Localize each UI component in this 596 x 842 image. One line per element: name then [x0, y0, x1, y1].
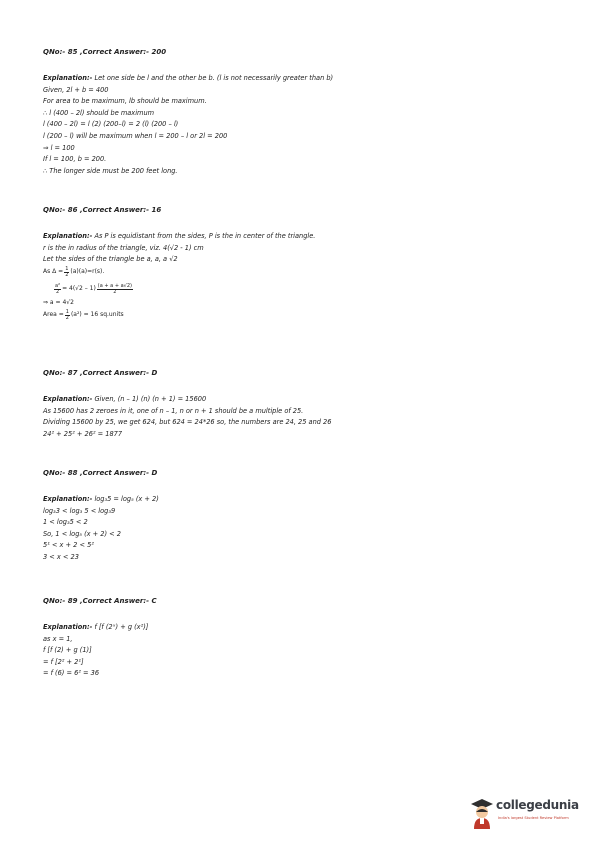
explanation-line: 1 < log₃5 < 2 [43, 518, 88, 527]
logo-wordmark: collegedunia [496, 798, 579, 812]
question-86 [43, 206, 563, 321]
explanation-line: Explanation:- Given, (n – 1) (n) (n + 1) = 15600 [43, 395, 207, 403]
explanation-line: ∴ The longer side must be 200 feet long. [43, 166, 178, 175]
explanation-line: r is the in radius of the triangle, viz. 4(√2 - 1) cm [43, 243, 204, 252]
question-88 [43, 469, 563, 564]
question-85 [43, 48, 563, 177]
explanation-line: 3 < x < 23 [43, 552, 79, 561]
explanation-line: 24² + 25² + 26² = 1877 [43, 429, 123, 438]
explanation-line: ∴ l (400 – 2l) should be maximum [43, 108, 155, 117]
explanation-line: Dividing 15600 by 25, we get 624, but 624 = 24*26 so, the numbers are 24, 25 and 26 [43, 418, 332, 427]
explanation-line: So, 1 < log₅ (x + 2) < 2 [43, 529, 121, 538]
graduate-mascot-icon [468, 795, 496, 831]
fraction: $\frac{\text{a²}}{2}$ [55, 282, 61, 295]
explanation-line: l (200 – l) will be maximum when l = 200 – l or 2l = 200 [43, 131, 228, 140]
fraction: $\frac{1}{2}$ [65, 265, 69, 278]
explanation-line: 5¹ < x + 2 < 5² [43, 541, 94, 550]
explanation-line: Explanation:- As P is equidistant from the sides, P is the in center of the triangle. [43, 232, 316, 240]
explanation-line: If l = 100, b = 200. [43, 155, 107, 164]
logo-tagline: India's largest Student Review Platform [498, 816, 569, 820]
collegedunia-logo [468, 795, 590, 835]
explanation-line: Explanation:- f [f (2ˣ) + g (x²)] [43, 623, 149, 631]
explanation-line: = f (6) = 6² = 36 [43, 669, 100, 678]
fraction: $\frac{1}{2}$ [65, 308, 69, 321]
explanation-line: Let the sides of the triangle be a, a, a √2 [43, 255, 178, 264]
math-line-result: ⇒ a = 4√2 [43, 298, 74, 306]
explanation-line: as x = 1, [43, 634, 73, 643]
explanation-line: l (400 – 2l) = l (2) (200–l) = 2 (l) (200 – l) [43, 120, 179, 129]
math-line-area-equation: As Δ = $\frac{1}{2}$ (a)(a)=r(s). [43, 265, 105, 278]
question-88-header: QNo:- 88 ,Correct Answer:- D [43, 469, 158, 477]
question-87 [43, 369, 563, 440]
question-89 [43, 597, 563, 680]
math-line-side-equation: $\frac{\text{a²}}{2}$ = 4(√2 – 1) $\frac{(a + a + a√2)}{2}$ [55, 282, 132, 295]
explanation-line: For area to be maximum, lb should be maximum. [43, 97, 207, 106]
question-86-header: QNo:- 86 ,Correct Answer:- 16 [43, 206, 162, 214]
explanation-line: log₃3 < log₃ 5 < log₃9 [43, 506, 116, 515]
question-87-header: QNo:- 87 ,Correct Answer:- D [43, 369, 158, 377]
question-85-header: QNo:- 85 ,Correct Answer:- 200 [43, 48, 167, 56]
explanation-line: As 15600 has 2 zeroes in it, one of n – 1, n or n + 1 should be a multiple of 25. [43, 406, 304, 415]
question-89-header: QNo:- 89 ,Correct Answer:- C [43, 597, 157, 605]
explanation-line: Explanation:- Let one side be l and the other be b. (l is not necessarily greater than b) [43, 74, 334, 82]
fraction: $\frac{(a + a + a√2)}{2}$ [97, 282, 132, 295]
math-line-area: Area = $\frac{1}{2}$ (a²) = 16 sq.units [43, 308, 124, 321]
explanation-line: Explanation:- log₃5 = log₅ (x + 2) [43, 495, 159, 503]
explanation-line: Given, 2l + b = 400 [43, 85, 109, 94]
explanation-line: ⇒ l = 100 [43, 143, 75, 152]
explanation-line: f [f (2) + g (1)] [43, 646, 92, 655]
explanation-line: = f [2² + 2¹] [43, 657, 84, 666]
